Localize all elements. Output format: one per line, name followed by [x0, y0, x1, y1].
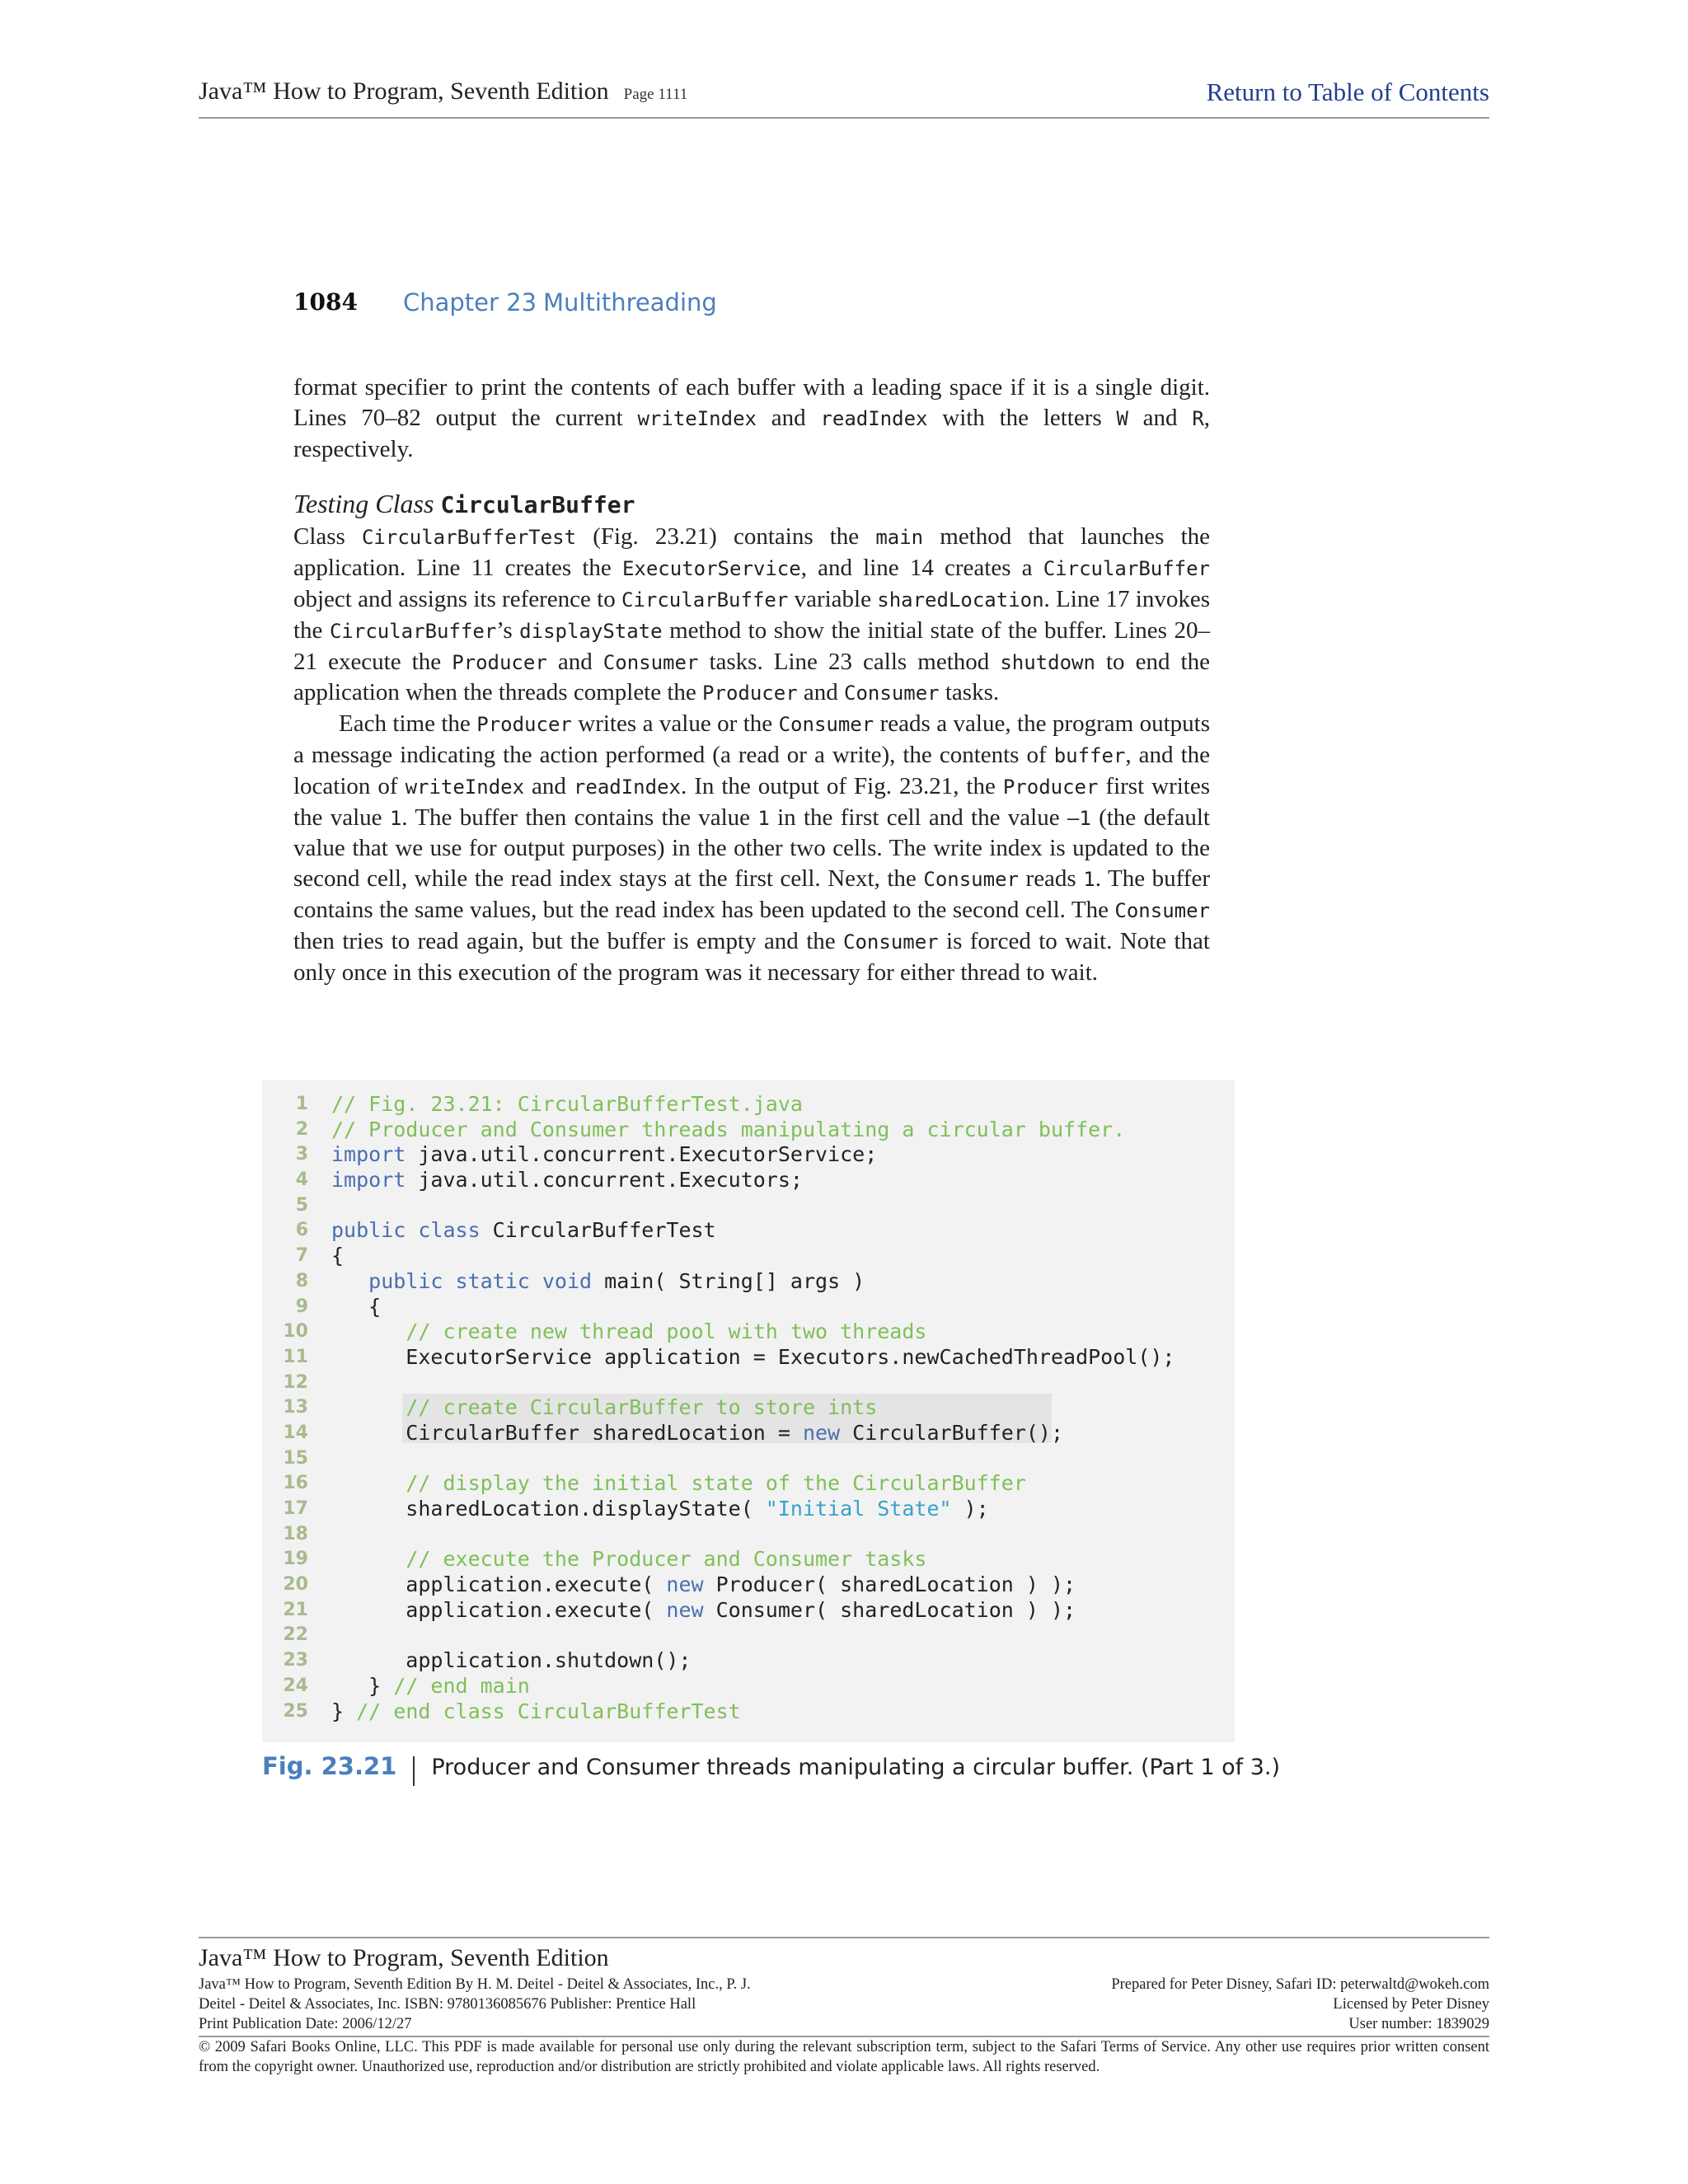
line-number: 4 [295, 1169, 308, 1191]
book-title-text: Java™ How to Program, Seventh Edition [199, 77, 609, 105]
footer-isbn: Deitel - Deitel & Associates, Inc. ISBN: 9780136085676 Publisher: Prentice Hall [199, 1996, 696, 2013]
code-text: } // end class CircularBufferTest [331, 1699, 741, 1723]
page-number: 1084 [293, 288, 358, 316]
code-line [262, 1598, 1235, 1624]
code-line [262, 1623, 1235, 1648]
code-line [262, 1371, 1235, 1396]
code-text: application.shutdown(); [331, 1648, 692, 1673]
return-to-toc-link[interactable]: Return to Table of Contents [1206, 77, 1489, 106]
line-number: 24 [283, 1675, 308, 1696]
paragraph-continued: format specifier to print the contents of each buffer with a leading space if it is a single digit. Lines 70–82 output the current writeIndex and readIndex with the letters W and R, respectively. [293, 374, 1211, 462]
code-lines [262, 1092, 1235, 1724]
copyright-notice: © 2009 Safari Books Online, LLC. This PDF is made available for personal use only during the relevant subscription term, subject to the Safari Terms of Service. Any other use requires prior written consent from the copyright owner. Unauthorized use, reproduction and/or distribution are strictly prohibited and violate applicable laws. All rights reserved. [199, 2039, 1489, 2075]
line-number: 11 [283, 1346, 308, 1367]
code-line [262, 1395, 1235, 1421]
line-number: 12 [283, 1371, 308, 1393]
body-text [293, 373, 1210, 987]
line-number: 8 [295, 1270, 308, 1291]
code-text: // Producer and Consumer threads manipulating a circular buffer. [331, 1117, 1126, 1141]
code-text: } // end main [331, 1673, 530, 1698]
code-line [262, 1319, 1235, 1345]
code-line [262, 1345, 1235, 1371]
chapter-title: Multithreading [543, 288, 717, 316]
line-number: 6 [295, 1220, 308, 1241]
code-text: // create CircularBuffer to store ints [406, 1395, 878, 1420]
code-text: // execute the Producer and Consumer tasks [406, 1547, 927, 1572]
line-number: 18 [283, 1523, 308, 1544]
code-text: import java.util.concurrent.ExecutorService; [331, 1142, 878, 1167]
line-number: 22 [283, 1624, 308, 1646]
line-number: 17 [283, 1498, 308, 1519]
code-line [262, 1269, 1235, 1295]
code-text: // create new thread pool with two threads [406, 1319, 927, 1344]
code-line [262, 1572, 1235, 1598]
line-number: 3 [295, 1144, 308, 1165]
code-line [262, 1471, 1235, 1497]
code-text: { [331, 1294, 382, 1319]
line-number: 16 [283, 1473, 308, 1494]
figure-caption [262, 1752, 1280, 1785]
line-number: 1 [295, 1094, 308, 1114]
code-line [262, 1092, 1235, 1118]
footer-authors: Java™ How to Program, Seventh Edition By H. M. Deitel - Deitel & Associates, Inc., P. J. [199, 1976, 751, 1993]
footer-row [199, 1975, 1489, 1994]
line-number: 5 [295, 1194, 308, 1216]
footer-row [199, 1994, 1489, 2014]
line-number: 7 [295, 1245, 308, 1267]
line-number: 25 [283, 1700, 308, 1722]
code-text: sharedLocation.displayState( "Initial State" ); [331, 1497, 989, 1521]
code-line [262, 1142, 1235, 1168]
code-text: public static void main( String[] args ) [368, 1268, 865, 1293]
footer-licensed-by: Licensed by Peter Disney [1333, 1996, 1489, 2013]
code-line [262, 1421, 1235, 1446]
code-text: // Fig. 23.21: CircularBufferTest.java [331, 1092, 803, 1116]
code-line [262, 1674, 1235, 1699]
running-header [199, 77, 1489, 119]
line-number: 23 [283, 1650, 308, 1671]
line-number: 9 [295, 1296, 308, 1317]
line-number: 10 [283, 1321, 308, 1343]
caption-separator [413, 1756, 415, 1786]
code-text: public class CircularBufferTest [331, 1218, 716, 1243]
footer-user-number: User number: 1839029 [1348, 2016, 1489, 2032]
code-text: application.execute( new Producer( sharedLocation ) ); [331, 1572, 1076, 1597]
code-listing [262, 1080, 1235, 1742]
code-text: // display the initial state of the CircularBuffer [406, 1471, 1026, 1496]
code-line [262, 1118, 1235, 1143]
code-line [262, 1193, 1235, 1219]
paragraph-output-explanation: Each time the Producer writes a value or the Consumer reads a value, the program outputs a message indicating the action performed (a read or a write), the contents of buffer, and the location of writeIndex and readIndex. In the output of Fig. 23.21, the Producer first writes the value 1. The buffer then contains the value 1 in the first cell and the value –1 (the default value that we use for output purposes) in the other two cells. The write index is updated to the second cell, while the read index stays at the first cell. Next, the Consumer reads 1. The buffer contains the same values, but the read index has been updated to the second cell. The Consumer then tries to read again, but the buffer is empty and the Consumer is forced to wait. Note that only once in this execution of the program was it necessary for either thread to wait. [293, 710, 1210, 986]
book-title [199, 77, 687, 105]
section-heading: Testing Class CircularBuffer [293, 489, 635, 519]
code-text: ExecutorService application = Executors.newCachedThreadPool(); [331, 1344, 1175, 1369]
figure-label: Fig. 23.21 [262, 1752, 397, 1780]
paragraph-intro: Class CircularBufferTest (Fig. 23.21) contains the main method that launches the application. Line 11 creates the ExecutorService, and line 14 creates a CircularBuffer object and assigns its reference to CircularBuffer variable sharedLocation. Line 17 invokes the CircularBuffer’s displayState method to show the initial state of the buffer. Lines 20–21 execute the Producer and Consumer tasks. Line 23 calls method shutdown to end the application when the threads complete the Producer and Consumer tasks. [293, 523, 1211, 706]
page-footer [199, 1937, 1489, 2077]
code-text: CircularBuffer sharedLocation = new CircularBuffer(); [331, 1420, 1064, 1445]
code-text: application.execute( new Consumer( sharedLocation ) ); [331, 1597, 1076, 1622]
line-number: 21 [283, 1599, 308, 1620]
code-line [262, 1699, 1235, 1725]
chapter-label: Chapter 23 [403, 288, 537, 316]
line-number: 14 [283, 1422, 308, 1443]
line-number: 15 [283, 1447, 308, 1469]
page-label: Page 1111 [623, 86, 688, 103]
code-line [262, 1218, 1235, 1244]
footer-publication-date: Print Publication Date: 2006/12/27 [199, 2016, 412, 2032]
code-line [262, 1497, 1235, 1522]
code-line [262, 1648, 1235, 1674]
line-number: 19 [283, 1549, 308, 1570]
footer-prepared-for: Prepared for Peter Disney, Safari ID: peterwaltd@wokeh.com [1111, 1976, 1489, 1993]
code-line [262, 1547, 1235, 1572]
code-line [262, 1244, 1235, 1269]
footer-row [199, 2014, 1489, 2034]
code-line [262, 1446, 1235, 1472]
line-number: 2 [295, 1118, 308, 1140]
line-number: 13 [283, 1397, 308, 1418]
code-line [262, 1168, 1235, 1193]
code-text: { [331, 1244, 345, 1268]
code-text: import java.util.concurrent.Executors; [331, 1168, 803, 1193]
code-line [262, 1295, 1235, 1320]
code-line [262, 1522, 1235, 1548]
line-number: 20 [283, 1574, 308, 1596]
figure-caption-text: Producer and Consumer threads manipulating a circular buffer. (Part 1 of 3.) [431, 1755, 1281, 1780]
footer-book-title: Java™ How to Program, Seventh Edition [199, 1944, 609, 1971]
